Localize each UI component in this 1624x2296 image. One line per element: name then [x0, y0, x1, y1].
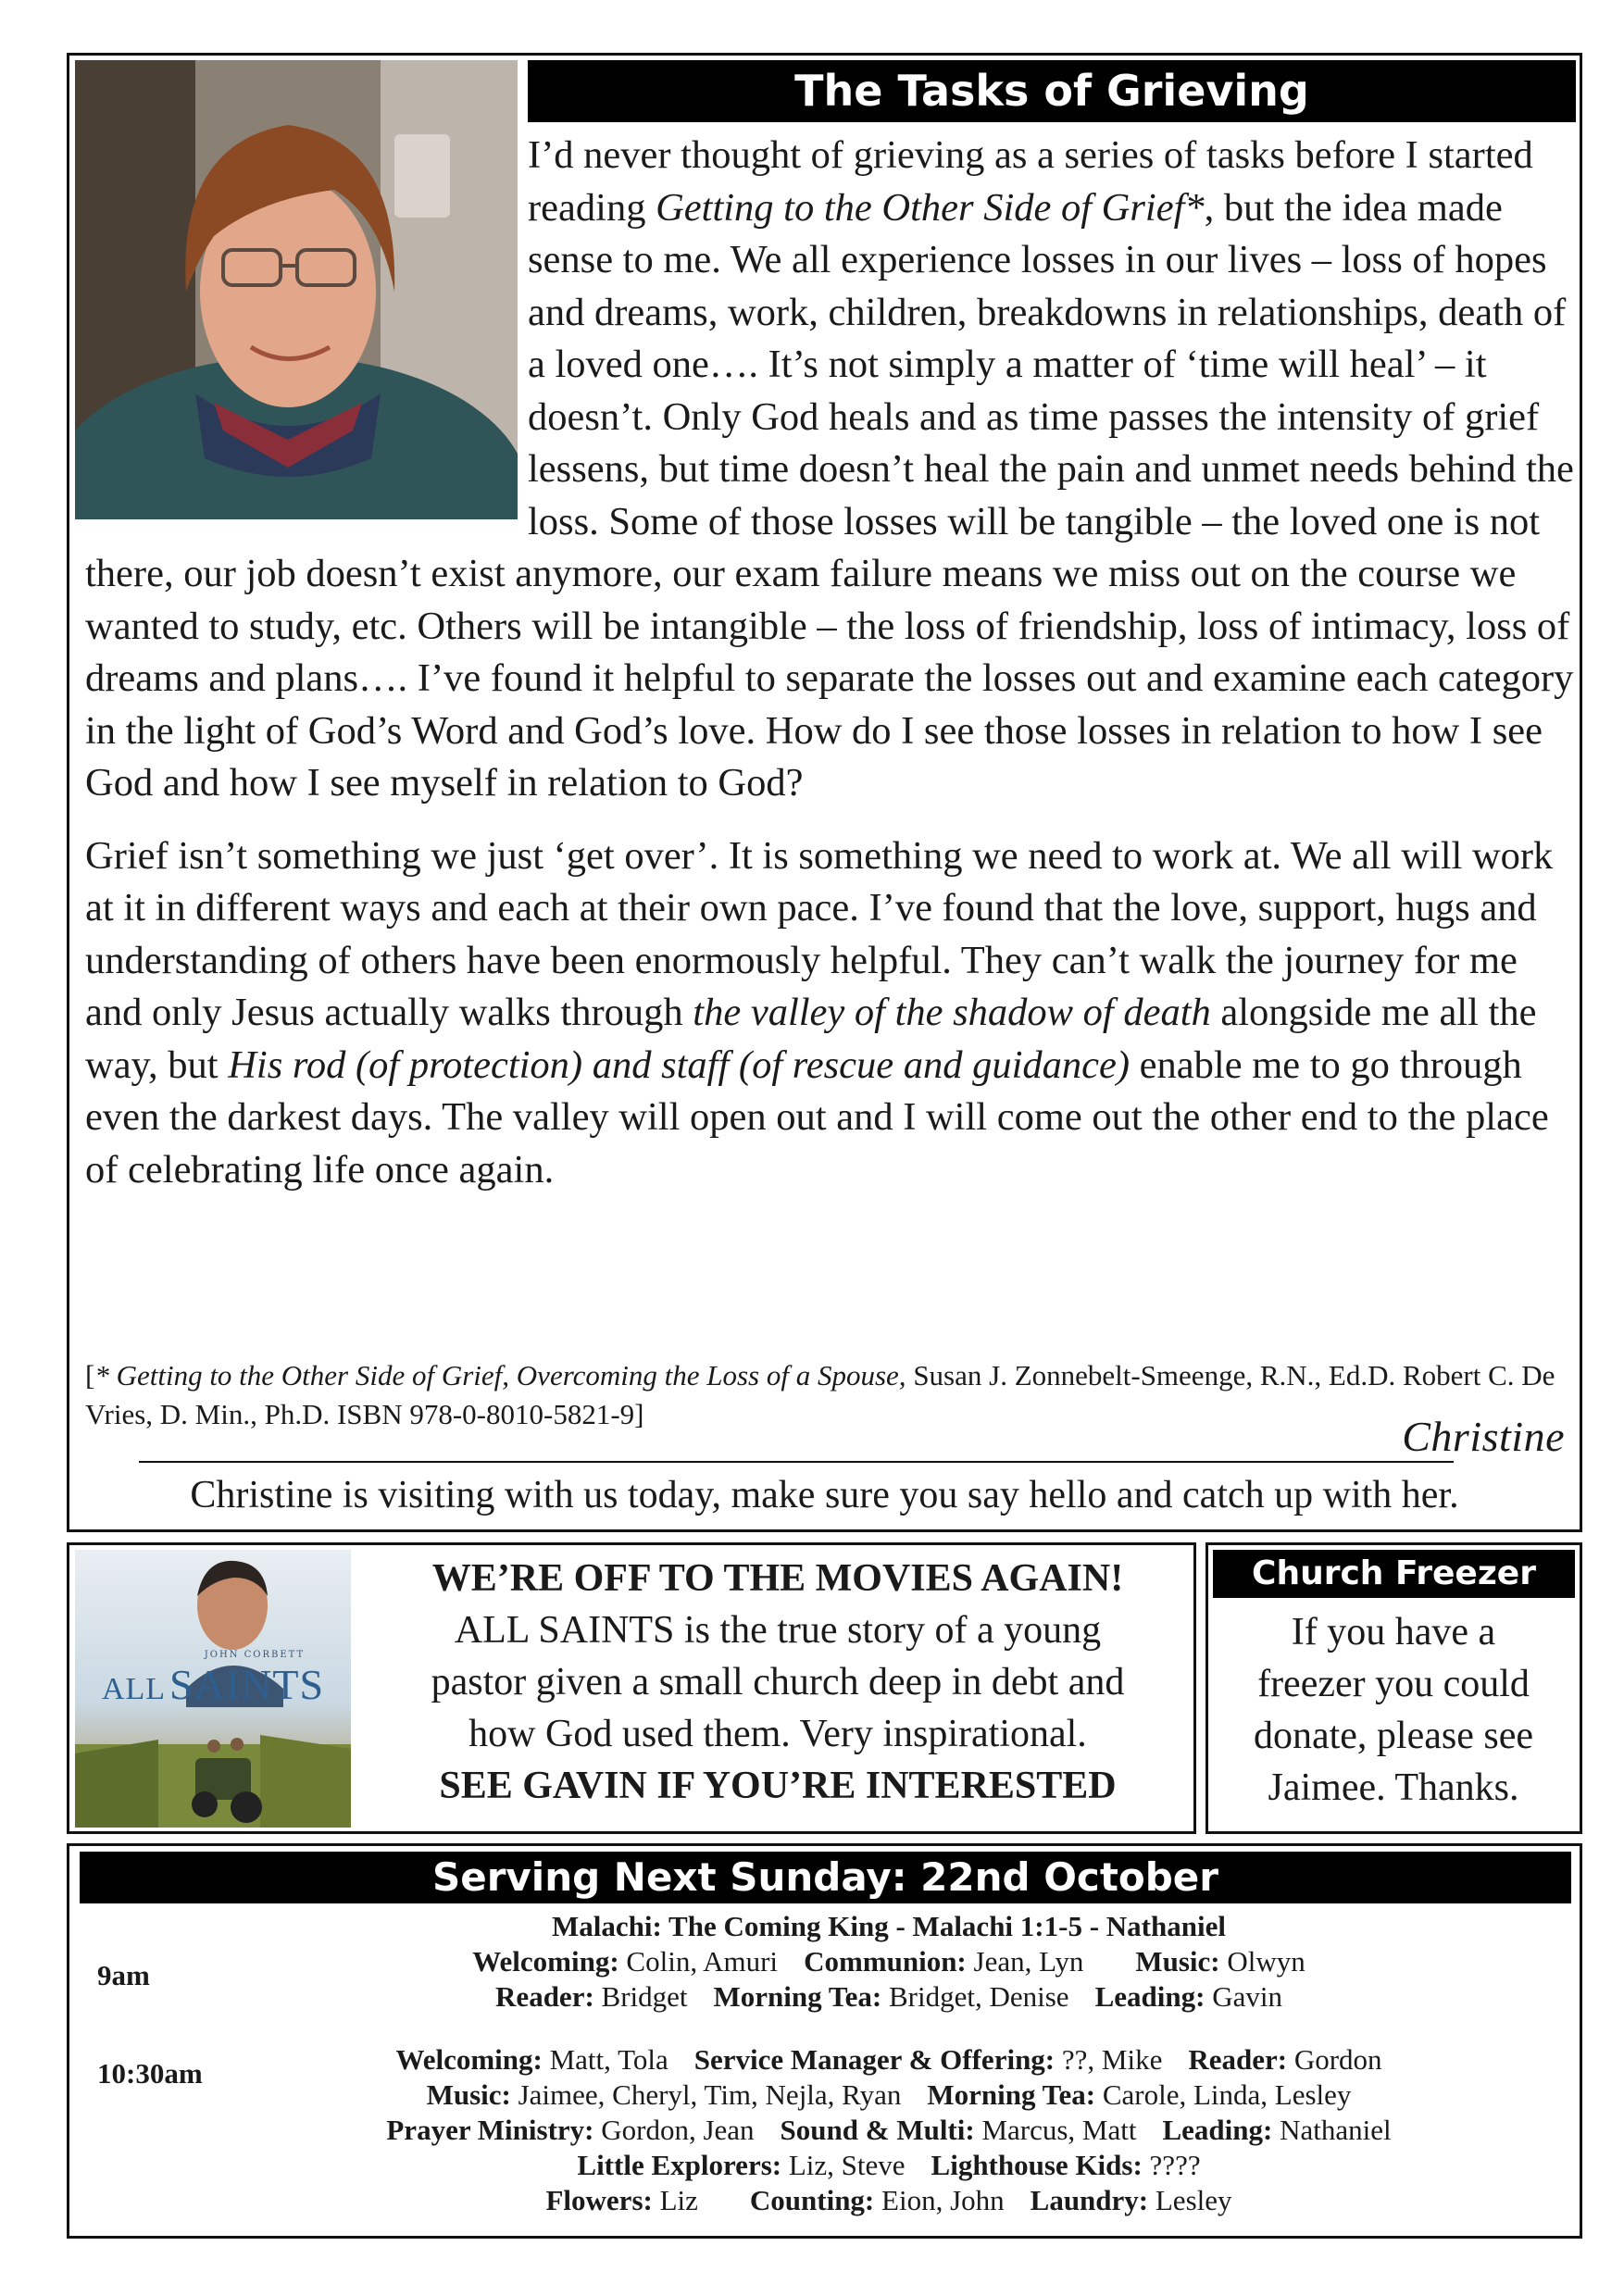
roster-1030-line-4: [208, 2148, 1569, 2183]
value-morning-tea: Carole, Linda, Lesley: [1095, 2078, 1352, 2111]
value-reader: Bridget: [593, 1980, 688, 2013]
movies-line-3: how God used them. Very inspirational.: [468, 1713, 1087, 1755]
label-sound-multi: Sound & Multi:: [780, 2114, 975, 2146]
movies-line-1: ALL SAINTS is the true story of a young: [454, 1609, 1102, 1652]
roster-1030-line-5: [208, 2183, 1569, 2218]
label-welcoming: Welcoming:: [395, 2043, 543, 2076]
label-prayer-ministry: Prayer Ministry:: [386, 2114, 594, 2146]
roster-9am-line-1: [208, 1944, 1569, 1979]
grief-p2-valley-quote: the valley of the shadow of death: [693, 991, 1211, 1034]
grief-p1-book-title: Getting to the Other Side of Grief*: [656, 185, 1205, 230]
grief-p2-text-a: Grief isn’t something we just ‘get over’. It is something we need to work at. We all will work at it in different ways and each at their own pace. I’ve found that the love, support, hugs and understanding of others have been enormously helpful. They can’t walk the journey for me and only Jesus actually walks through: [85, 833, 1554, 1034]
value-counting: Eion, John: [874, 2184, 1005, 2216]
poster-title-all: ALL: [101, 1672, 167, 1706]
reference-open-bracket: [: [85, 1359, 95, 1391]
roster-9am-line-2: [208, 1979, 1569, 2015]
grief-paragraph-2: [85, 830, 1576, 1197]
label-music: Music:: [426, 2078, 511, 2111]
label-service-manager: Service Manager & Offering:: [693, 2043, 1056, 2076]
value-music: Olwyn: [1219, 1945, 1305, 1978]
all-saints-movie-poster: [75, 1550, 351, 1828]
value-service-manager: ??, Mike: [1055, 2043, 1163, 2076]
roster-1030-line-3: [208, 2113, 1569, 2148]
label-communion: Communion:: [804, 1945, 967, 1978]
freezer-line-2: freezer you could: [1257, 1663, 1530, 1705]
roster-1030-line-2: [208, 2078, 1569, 2113]
reference-book-title: * Getting to the Other Side of Grief, Overcoming the Loss of a Spouse,: [94, 1359, 906, 1391]
grief-paragraph-1: [85, 130, 1576, 810]
freezer-line-4: Jaimee. Thanks.: [1268, 1766, 1519, 1809]
sermon-title: Malachi: The Coming King - Malachi 1:1-5 - Nathaniel: [552, 1910, 1226, 1942]
label-leading: Leading:: [1162, 2114, 1273, 2146]
freezer-title: Church Freezer: [1213, 1550, 1575, 1598]
grief-body: [85, 130, 1576, 1217]
label-welcoming: Welcoming:: [472, 1945, 619, 1978]
value-prayer-ministry: Gordon, Jean: [593, 2114, 755, 2146]
value-leading: Nathaniel: [1272, 2114, 1392, 2146]
time-9am: 9am: [97, 1959, 150, 1991]
label-music: Music:: [1135, 1945, 1220, 1978]
value-laundry: Lesley: [1148, 2184, 1232, 2216]
value-little-explorers: Liz, Steve: [781, 2149, 906, 2181]
freezer-text: [1218, 1606, 1569, 1814]
grief-p1-text-a: I’d never thought of grieving as a series of tasks before I started reading: [528, 133, 1533, 230]
grief-article: [67, 53, 1582, 1532]
freezer-line-1: If you have a: [1291, 1611, 1496, 1653]
value-sound-multi: Marcus, Matt: [974, 2114, 1137, 2146]
value-flowers: Liz: [652, 2184, 698, 2216]
visit-note: Christine is visiting with us today, make sure you say hello and catch up with her.: [190, 1474, 1459, 1516]
label-flowers: Flowers:: [545, 2184, 653, 2216]
grief-p1-text-b: , but the idea made sense to me. We all experience losses in our lives – loss of hopes and dreams, work, children, breakdowns in relationships, death of a loved one…. It’s not simply a matter of ‘time will heal’ – it doesn’t. Only God heals and as time passes the intensity of grief lessens, but time doesn’t heal the pain and unmet needs behind the loss. Some of those losses will be tangible – the loved one is not there, our job doesn’t exist anymore, our exam failure means we miss out on the course we wanted to study, etc. Others will be intangible – the loss of friendship, loss of intimacy, loss of dreams and plans…. I’ve found it helpful to separate the losses out and examine each category in the light of God’s Word and God’s love. How do I see those losses in relation to how I see God and how I see myself in relation to God?: [85, 185, 1574, 805]
label-morning-tea: Morning Tea:: [713, 1980, 882, 2013]
book-reference: [85, 1356, 1567, 1434]
grief-title: The Tasks of Grieving: [528, 60, 1576, 122]
label-morning-tea: Morning Tea:: [927, 2078, 1096, 2111]
label-laundry: Laundry:: [1030, 2184, 1149, 2216]
author-signature: Christine: [1402, 1413, 1565, 1460]
movies-heading: WE’RE OFF TO THE MOVIES AGAIN!: [431, 1557, 1124, 1600]
serving-title: Serving Next Sunday: 22nd October: [80, 1852, 1571, 1903]
movies-call-to-action: SEE GAVIN IF YOU’RE INTERESTED: [439, 1765, 1117, 1807]
sermon-line: [208, 1909, 1569, 1944]
movies-line-2: pastor given a small church deep in debt and: [431, 1661, 1125, 1703]
grief-p2-rod-quote: His rod (of protection) and staff (of rescue and guidance): [228, 1042, 1131, 1087]
value-reader: Gordon: [1287, 2043, 1382, 2076]
poster-title-saints: SAINTS: [169, 1661, 325, 1708]
freezer-line-3: donate, please see: [1253, 1715, 1534, 1757]
label-reader: Reader:: [1188, 2043, 1288, 2076]
label-little-explorers: Little Explorers:: [577, 2149, 782, 2181]
value-morning-tea: Bridget, Denise: [881, 1980, 1069, 2013]
label-reader: Reader:: [495, 1980, 594, 2013]
movies-notice: [67, 1542, 1196, 1834]
poster-credit: JOHN CORBETT: [204, 1650, 306, 1660]
time-1030am: 10:30am: [97, 2057, 203, 2090]
roster-1030-line-1: [208, 2042, 1569, 2078]
photo-text-wrap-spacer: [85, 57, 528, 511]
label-leading: Leading:: [1094, 1980, 1206, 2013]
value-communion: Jean, Lyn: [966, 1945, 1084, 1978]
reference-authors: Susan J. Zonnebelt-Smeenge, R.N., Ed.D. Robert C. De Vries, D. Min., Ph.D. ISBN 978-0-8010-5821-9]: [85, 1359, 1555, 1430]
value-welcoming: Colin, Amuri: [618, 1945, 779, 1978]
grief-p2-text-c: enable me to go through even the darkest days. The valley will open out and I will come out the other end to the place of celebrating life once again.: [85, 1042, 1549, 1192]
value-lighthouse-kids: ????: [1142, 2149, 1201, 2181]
value-music: Jaimee, Cheryl, Tim, Nejla, Ryan: [510, 2078, 902, 2111]
poster-title: [75, 1650, 351, 1709]
church-freezer-notice: [1206, 1542, 1582, 1834]
value-leading: Gavin: [1205, 1980, 1282, 2013]
divider-line: [139, 1461, 1454, 1463]
grief-p2-text-b: alongside me all the way, but: [85, 991, 1537, 1087]
serving-roster: [67, 1843, 1582, 2239]
label-lighthouse-kids: Lighthouse Kids:: [931, 2149, 1143, 2181]
movies-text: [361, 1553, 1194, 1812]
label-counting: Counting:: [749, 2184, 875, 2216]
value-welcoming: Matt, Tola: [542, 2043, 668, 2076]
